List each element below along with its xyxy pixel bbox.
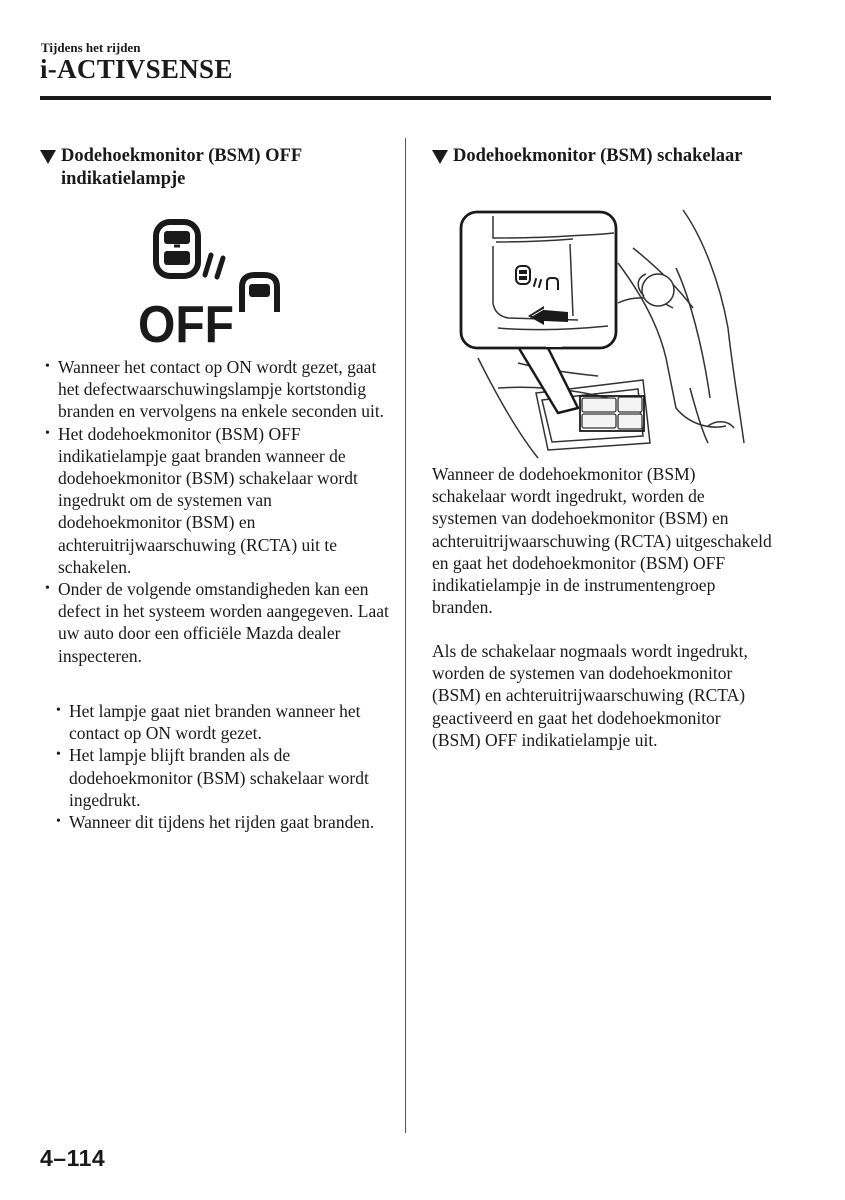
sub-bullet-list bbox=[55, 700, 395, 833]
section-heading-text: Dodehoekmonitor (BSM) schakelaar bbox=[453, 146, 743, 166]
list-item: • Het lampje gaat niet branden wanneer het contact op ON wordt gezet. bbox=[55, 700, 395, 744]
bsm-switch-dashboard-illustration bbox=[458, 208, 746, 463]
page-number: 4–114 bbox=[40, 1145, 106, 1171]
column-divider bbox=[405, 138, 406, 1133]
section-heading-text: Dodehoekmonitor (BSM) OFF indikatielampje bbox=[61, 146, 302, 189]
list-item: • Onder de volgende omstandigheden kan een defect in het systeem worden aangegeven. Laat uw auto door een officiële Mazda dealer inspecteren. bbox=[44, 578, 394, 667]
page-title: i-ACTIVSENSE bbox=[40, 54, 233, 84]
header-divider bbox=[40, 96, 771, 100]
list-item: • Wanneer dit tijdens het rijden gaat branden. bbox=[55, 811, 395, 833]
bsm-off-label: OFF bbox=[138, 296, 234, 343]
list-item: • Wanneer het contact op ON wordt gezet, gaat het defectwaarschuwingslampje kortstondig branden en vervolgens na enkele seconden uit. bbox=[44, 356, 394, 423]
section-heading-bsm-switch bbox=[432, 145, 772, 168]
paragraph: Als de schakelaar nogmaals wordt ingedrukt, worden de systemen van dodehoekmonitor (BSM) en achteruitrijwaarschuwing (RCTA) geactiveerd en gaat het dodehoekmonitor (BSM) OFF indikatielampje uit. bbox=[432, 641, 748, 750]
list-item: • Het dodehoekmonitor (BSM) OFF indikatielampje gaat branden wanneer de dodehoekmonitor (BSM) schakelaar wordt ingedrukt om de systemen van dodehoekmonitor (BSM) en achteruitrijwaarschuwing (RCTA) uit te schakelen. bbox=[44, 423, 394, 578]
list-item: • Het lampje blijft branden als de dodehoekmonitor (BSM) schakelaar wordt ingedrukt. bbox=[55, 744, 395, 811]
section-heading-bsm-off-indicator bbox=[40, 145, 400, 191]
section-marker-icon bbox=[432, 150, 448, 164]
header-section-label: Tijdens het rijden bbox=[41, 40, 141, 55]
bullet-list bbox=[44, 356, 394, 667]
paragraph: Wanneer de dodehoekmonitor (BSM) schakelaar wordt ingedrukt, worden de systemen van dodehoekmonitor (BSM) en achteruitrijwaarschuwing (RCTA) uitgeschakeld en gaat het dodehoekmonitor (BSM) OFF indikatielampje in de instrumentengroep branden. bbox=[432, 464, 772, 618]
bsm-off-indicator-icon bbox=[138, 215, 284, 343]
section-marker-icon bbox=[40, 150, 56, 164]
